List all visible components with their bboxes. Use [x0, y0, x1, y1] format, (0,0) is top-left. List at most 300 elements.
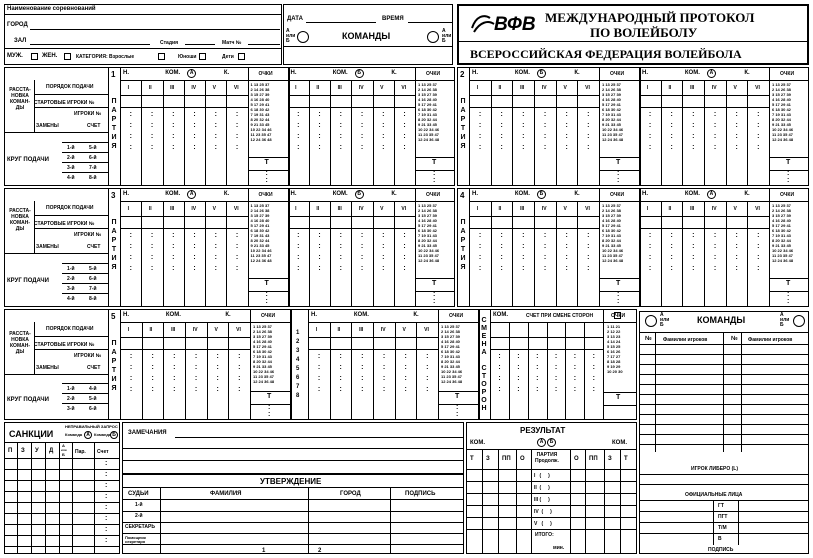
set1-right-entry[interactable]: :: [360, 144, 364, 151]
set1-right-entry[interactable]: :: [360, 133, 364, 140]
set2-left-entry[interactable]: :: [565, 111, 568, 118]
set2-left-entry[interactable]: :: [543, 122, 547, 129]
set4-right-entry[interactable]: :: [648, 254, 652, 261]
set5-left-entry[interactable]: :: [216, 386, 219, 393]
set4-right-entry[interactable]: :: [648, 243, 652, 250]
set2-right-entry[interactable]: :: [713, 122, 717, 129]
set5-mid-entry[interactable]: :: [382, 353, 386, 360]
set1-left-entry[interactable]: :: [214, 144, 217, 151]
team-player-row[interactable]: [639, 444, 809, 445]
set4-left-entry[interactable]: :: [543, 254, 547, 261]
set5-right-entry[interactable]: :: [517, 353, 520, 360]
set5-mid-entry[interactable]: :: [426, 375, 429, 382]
set4-left-entry[interactable]: :: [587, 243, 590, 250]
set2-right-entry[interactable]: :: [713, 133, 717, 140]
set4-left-entry[interactable]: :: [565, 265, 568, 272]
set1-left-entry[interactable]: :: [150, 111, 154, 118]
set3-right-entry[interactable]: :: [403, 265, 406, 272]
set2-right-entry[interactable]: :: [648, 133, 652, 140]
set5-mid-entry[interactable]: :: [404, 375, 407, 382]
set2-left-entry[interactable]: :: [478, 133, 482, 140]
set5-right-entry[interactable]: :: [573, 353, 577, 360]
set5-left-entry[interactable]: :: [151, 364, 154, 371]
set4-right-entry[interactable]: :: [735, 265, 738, 272]
set4-right-entry[interactable]: :: [757, 243, 760, 250]
set4-right-points-grid[interactable]: [772, 203, 808, 263]
sanction-team-b-circle[interactable]: Б: [110, 431, 118, 439]
set1-left-entry[interactable]: :: [129, 144, 132, 151]
set4-right-timeout-a[interactable]: :: [787, 291, 790, 298]
set2-right-timeout-b[interactable]: :: [787, 177, 790, 184]
set1-left-entry[interactable]: :: [150, 122, 154, 129]
set4-right-entry[interactable]: :: [670, 243, 673, 250]
set5-left-entry[interactable]: :: [129, 386, 133, 393]
set1-left-entry[interactable]: :: [172, 122, 175, 129]
team-player-row[interactable]: [639, 354, 809, 355]
set2-right-entry[interactable]: :: [757, 133, 760, 140]
set5-mid-entry[interactable]: :: [382, 375, 386, 382]
set1-right-entry[interactable]: :: [360, 111, 364, 118]
set2-left-entry[interactable]: :: [543, 133, 547, 140]
set5-mid-entry[interactable]: :: [404, 353, 407, 360]
set1-left-timeout-b[interactable]: :: [265, 177, 268, 184]
set3-left-entry[interactable]: :: [129, 243, 132, 250]
set5-left-entry[interactable]: :: [238, 364, 241, 371]
set4-right-entry[interactable]: :: [735, 232, 738, 239]
set1-right-points-grid[interactable]: [418, 82, 454, 142]
set5-mid-timeout-a[interactable]: :: [456, 404, 459, 411]
set5-right-entry[interactable]: :: [498, 386, 501, 393]
set1-right-entry[interactable]: :: [339, 133, 342, 140]
set3-left-timeout-b[interactable]: :: [265, 298, 268, 305]
set4-left-entry[interactable]: :: [522, 243, 525, 250]
set3-right-entry[interactable]: :: [403, 232, 406, 239]
set3-left-entry[interactable]: :: [150, 232, 154, 239]
set1-left-entry[interactable]: :: [214, 122, 217, 129]
set5-left-entry[interactable]: :: [238, 353, 241, 360]
set4-right-entry[interactable]: :: [692, 254, 695, 261]
set2-right-entry[interactable]: :: [735, 122, 738, 129]
set4-right-entry[interactable]: :: [735, 243, 738, 250]
set5-mid-entry[interactable]: :: [426, 386, 429, 393]
set3-right-team-circle[interactable]: Б: [355, 190, 364, 199]
set2-right-entry[interactable]: :: [670, 122, 673, 129]
set3-left-entry[interactable]: :: [172, 232, 175, 239]
set5-right-entry[interactable]: :: [554, 353, 558, 360]
set2-right-points-grid[interactable]: [772, 82, 808, 142]
set2-right-entry[interactable]: :: [692, 111, 695, 118]
set1-right-entry[interactable]: :: [360, 122, 364, 129]
set3-left-entry[interactable]: :: [235, 243, 239, 250]
set3-right-timeout-b[interactable]: :: [433, 298, 436, 305]
team-left-circle[interactable]: [297, 31, 309, 43]
set4-right-entry[interactable]: :: [670, 254, 673, 261]
set4-right-entry[interactable]: :: [757, 254, 760, 261]
set4-left-entry[interactable]: :: [543, 265, 547, 272]
set2-left-entry[interactable]: :: [500, 111, 503, 118]
set1-left-entry[interactable]: :: [235, 144, 239, 151]
team-right-circle[interactable]: [427, 31, 439, 43]
set4-right-timeout-b[interactable]: :: [787, 298, 790, 305]
set1-left-entry[interactable]: :: [193, 122, 196, 129]
set4-left-entry[interactable]: :: [522, 232, 525, 239]
set2-right-entry[interactable]: :: [670, 133, 673, 140]
sanction-row[interactable]: [4, 535, 120, 536]
set2-left-entry[interactable]: :: [587, 122, 590, 129]
set4-left-entry[interactable]: :: [587, 265, 590, 272]
set5-mid-entry[interactable]: :: [361, 353, 364, 360]
set2-right-entry[interactable]: :: [670, 111, 673, 118]
set5-right-entry[interactable]: :: [592, 386, 595, 393]
set4-left-entry[interactable]: :: [478, 243, 482, 250]
set5-left-entry[interactable]: :: [173, 364, 176, 371]
set4-left-points-grid[interactable]: [602, 203, 638, 263]
set5-mid-entry[interactable]: :: [404, 386, 407, 393]
set5-mid-entry[interactable]: :: [317, 364, 321, 371]
set4-right-entry[interactable]: :: [670, 232, 673, 239]
set1-left-entry[interactable]: :: [193, 144, 196, 151]
set3-right-entry[interactable]: :: [318, 254, 321, 261]
set3-left-points-grid[interactable]: [251, 203, 287, 263]
set4-left-entry[interactable]: :: [543, 243, 547, 250]
set5-mid-entry[interactable]: :: [426, 364, 429, 371]
juniors-checkbox[interactable]: [199, 53, 206, 60]
set5-right-entry[interactable]: :: [498, 353, 501, 360]
team-player-row[interactable]: [639, 434, 809, 435]
set5-left-entry[interactable]: :: [194, 386, 198, 393]
adults-checkbox[interactable]: [158, 53, 165, 60]
team-player-row[interactable]: [639, 414, 809, 415]
set5-right-entry[interactable]: :: [554, 386, 558, 393]
set2-left-entry[interactable]: :: [587, 111, 590, 118]
set2-left-entry[interactable]: :: [522, 133, 525, 140]
set5-left-timeout-b[interactable]: :: [268, 411, 271, 418]
set1-right-team-circle[interactable]: Б: [355, 69, 364, 78]
set2-left-entry[interactable]: :: [565, 144, 568, 151]
set4-left-entry[interactable]: :: [543, 232, 547, 239]
set5-left-entry[interactable]: :: [194, 375, 198, 382]
set2-right-entry[interactable]: :: [735, 111, 738, 118]
set4-left-entry[interactable]: :: [587, 232, 590, 239]
set5-left-entry[interactable]: :: [194, 353, 198, 360]
set3-left-entry[interactable]: :: [193, 254, 196, 261]
set2-left-entry[interactable]: :: [543, 144, 547, 151]
set3-right-entry[interactable]: :: [382, 243, 385, 250]
set5-right-entry[interactable]: :: [498, 364, 501, 371]
set4-left-entry[interactable]: :: [500, 243, 503, 250]
set3-right-entry[interactable]: :: [382, 265, 385, 272]
sanction-row[interactable]: [4, 480, 120, 481]
set3-left-entry[interactable]: :: [129, 254, 132, 261]
set4-left-timeout-a[interactable]: :: [617, 291, 620, 298]
set4-left-entry[interactable]: :: [587, 254, 590, 261]
set3-right-entry[interactable]: :: [297, 232, 300, 239]
set3-left-timeout-a[interactable]: :: [265, 291, 268, 298]
set5-right-entry[interactable]: :: [536, 375, 539, 382]
set5-right-entry[interactable]: :: [517, 375, 520, 382]
set4-left-entry[interactable]: :: [500, 265, 503, 272]
set2-left-timeout-b[interactable]: :: [617, 177, 620, 184]
set5-mid-entry[interactable]: :: [317, 386, 321, 393]
set1-right-entry[interactable]: :: [318, 122, 321, 129]
set3-left-entry[interactable]: :: [150, 243, 154, 250]
set4-left-entry[interactable]: :: [478, 265, 482, 272]
set2-left-entry[interactable]: :: [587, 144, 590, 151]
set3-right-entry[interactable]: :: [339, 254, 342, 261]
set1-left-team-circle[interactable]: А: [187, 69, 196, 78]
set2-right-entry[interactable]: :: [692, 133, 695, 140]
set2-left-entry[interactable]: :: [522, 111, 525, 118]
set3-left-entry[interactable]: :: [129, 265, 132, 272]
set3-left-entry[interactable]: :: [129, 232, 132, 239]
set5-right-points-grid[interactable]: [607, 324, 623, 374]
set5-right-entry[interactable]: :: [554, 375, 558, 382]
set1-left-entry[interactable]: :: [214, 133, 217, 140]
set4-right-entry[interactable]: :: [692, 243, 695, 250]
set5-mid-entry[interactable]: :: [339, 386, 342, 393]
set1-left-entry[interactable]: :: [214, 111, 217, 118]
set3-left-entry[interactable]: :: [235, 265, 239, 272]
set3-right-entry[interactable]: :: [297, 265, 300, 272]
set5-left-entry[interactable]: :: [238, 375, 241, 382]
set5-right-entry[interactable]: :: [592, 375, 595, 382]
set2-right-entry[interactable]: :: [648, 122, 652, 129]
set4-right-entry[interactable]: :: [648, 265, 652, 272]
set3-right-entry[interactable]: :: [339, 243, 342, 250]
set1-right-entry[interactable]: :: [403, 111, 406, 118]
set4-right-entry[interactable]: :: [692, 265, 695, 272]
set2-right-entry[interactable]: :: [648, 144, 652, 151]
set4-left-entry[interactable]: :: [478, 232, 482, 239]
set1-left-entry[interactable]: :: [235, 111, 239, 118]
sanction-row[interactable]: [4, 469, 120, 470]
set4-left-entry[interactable]: :: [522, 265, 525, 272]
male-checkbox[interactable]: [31, 53, 38, 60]
set5-right-entry[interactable]: :: [517, 364, 520, 371]
set2-right-entry[interactable]: :: [713, 111, 717, 118]
sanction-row[interactable]: [4, 546, 120, 547]
set1-right-entry[interactable]: :: [318, 144, 321, 151]
set3-right-entry[interactable]: :: [360, 254, 364, 261]
set1-left-timeout-a[interactable]: :: [265, 170, 268, 177]
set5-mid-entry[interactable]: :: [317, 353, 321, 360]
set4-right-entry[interactable]: :: [648, 232, 652, 239]
set3-left-team-circle[interactable]: А: [187, 190, 196, 199]
set3-left-entry[interactable]: :: [172, 243, 175, 250]
set5-left-entry[interactable]: :: [173, 353, 176, 360]
set4-left-entry[interactable]: :: [565, 232, 568, 239]
set1-left-entry[interactable]: :: [193, 133, 196, 140]
set5-left-entry[interactable]: :: [173, 375, 176, 382]
set4-right-entry[interactable]: :: [757, 232, 760, 239]
set3-left-entry[interactable]: :: [214, 265, 217, 272]
set1-left-entry[interactable]: :: [129, 133, 132, 140]
set1-right-timeout-a[interactable]: :: [433, 170, 436, 177]
set2-left-team-circle[interactable]: Б: [537, 69, 546, 78]
set3-right-entry[interactable]: :: [297, 254, 300, 261]
teams-panel-right-circle[interactable]: [793, 315, 805, 327]
set5-left-entry[interactable]: :: [194, 364, 198, 371]
team-player-row[interactable]: [639, 404, 809, 405]
set5-right-entry[interactable]: :: [498, 375, 501, 382]
set4-right-entry[interactable]: :: [713, 232, 717, 239]
set3-right-entry[interactable]: :: [382, 232, 385, 239]
set5-left-points-grid[interactable]: [253, 324, 289, 384]
set1-right-entry[interactable]: :: [382, 122, 385, 129]
set1-left-entry[interactable]: :: [129, 111, 132, 118]
set2-left-entry[interactable]: :: [587, 133, 590, 140]
set4-left-entry[interactable]: :: [565, 243, 568, 250]
set2-right-entry[interactable]: :: [692, 144, 695, 151]
set4-left-entry[interactable]: :: [478, 254, 482, 261]
set5-right-entry[interactable]: :: [573, 364, 577, 371]
set3-right-entry[interactable]: :: [360, 232, 364, 239]
set1-right-entry[interactable]: :: [297, 144, 300, 151]
set5-left-entry[interactable]: :: [129, 375, 133, 382]
set1-right-entry[interactable]: :: [339, 122, 342, 129]
sanction-row[interactable]: [4, 524, 120, 525]
set2-right-entry[interactable]: :: [648, 111, 652, 118]
set3-left-entry[interactable]: :: [193, 232, 196, 239]
set1-left-entry[interactable]: :: [193, 111, 196, 118]
set4-left-team-circle[interactable]: Б: [537, 190, 546, 199]
set3-left-entry[interactable]: :: [193, 265, 196, 272]
set5-left-entry[interactable]: :: [129, 364, 133, 371]
set2-right-team-circle[interactable]: А: [707, 69, 716, 78]
set2-right-timeout-a[interactable]: :: [787, 170, 790, 177]
set4-right-entry[interactable]: :: [713, 243, 717, 250]
set4-left-entry[interactable]: :: [500, 232, 503, 239]
sanction-row[interactable]: [4, 491, 120, 492]
set5-right-entry[interactable]: :: [592, 353, 595, 360]
set5-mid-timeout-b[interactable]: :: [456, 411, 459, 418]
set2-left-entry[interactable]: :: [478, 111, 482, 118]
set5-left-entry[interactable]: :: [238, 386, 241, 393]
set3-right-entry[interactable]: :: [403, 243, 406, 250]
set1-right-entry[interactable]: :: [318, 133, 321, 140]
set5-left-entry[interactable]: :: [216, 353, 219, 360]
team-player-row[interactable]: [639, 364, 809, 365]
set3-left-entry[interactable]: :: [150, 265, 154, 272]
set3-right-entry[interactable]: :: [297, 243, 300, 250]
set5-right-entry[interactable]: :: [517, 386, 520, 393]
set2-left-entry[interactable]: :: [500, 144, 503, 151]
set5-right-entry[interactable]: :: [573, 375, 577, 382]
set2-left-entry[interactable]: :: [500, 122, 503, 129]
set5-mid-entry[interactable]: :: [339, 364, 342, 371]
set5-mid-entry[interactable]: :: [361, 375, 364, 382]
team-player-row[interactable]: [639, 344, 809, 345]
set3-right-entry[interactable]: :: [318, 265, 321, 272]
set3-left-entry[interactable]: :: [214, 254, 217, 261]
set3-right-timeout-a[interactable]: :: [433, 291, 436, 298]
set3-right-entry[interactable]: :: [403, 254, 406, 261]
set1-left-entry[interactable]: :: [235, 122, 239, 129]
set5-mid-entry[interactable]: :: [382, 364, 386, 371]
set3-right-entry[interactable]: :: [318, 232, 321, 239]
set5-left-entry[interactable]: :: [151, 386, 154, 393]
result-a-circle[interactable]: А: [537, 438, 546, 447]
set2-left-timeout-a[interactable]: :: [617, 170, 620, 177]
set2-right-entry[interactable]: :: [757, 111, 760, 118]
set2-left-entry[interactable]: :: [565, 133, 568, 140]
set5-mid-entry[interactable]: :: [317, 375, 321, 382]
set2-right-entry[interactable]: :: [735, 144, 738, 151]
set1-right-entry[interactable]: :: [339, 144, 342, 151]
set2-left-entry[interactable]: :: [478, 122, 482, 129]
set5-left-entry[interactable]: :: [151, 375, 154, 382]
set1-left-points-grid[interactable]: [251, 82, 287, 142]
set1-right-timeout-b[interactable]: :: [433, 177, 436, 184]
set5-right-entry[interactable]: :: [536, 386, 539, 393]
set5-right-entry[interactable]: :: [536, 364, 539, 371]
set4-right-team-circle[interactable]: А: [707, 190, 716, 199]
set3-right-entry[interactable]: :: [339, 265, 342, 272]
set1-right-entry[interactable]: :: [382, 144, 385, 151]
set4-left-timeout-b[interactable]: :: [617, 298, 620, 305]
set4-left-entry[interactable]: :: [522, 254, 525, 261]
set2-right-entry[interactable]: :: [670, 144, 673, 151]
set1-right-entry[interactable]: :: [382, 133, 385, 140]
set5-left-entry[interactable]: :: [216, 364, 219, 371]
set5-mid-entry[interactable]: :: [339, 353, 342, 360]
set5-mid-entry[interactable]: :: [426, 353, 429, 360]
set3-left-entry[interactable]: :: [235, 232, 239, 239]
set3-left-entry[interactable]: :: [214, 243, 217, 250]
set5-mid-points-grid[interactable]: [441, 324, 477, 384]
set1-right-entry[interactable]: :: [318, 111, 321, 118]
set3-right-entry[interactable]: :: [360, 265, 364, 272]
team-player-row[interactable]: [639, 424, 809, 425]
set2-left-entry[interactable]: :: [500, 133, 503, 140]
set4-right-entry[interactable]: :: [713, 265, 717, 272]
set4-right-entry[interactable]: :: [713, 254, 717, 261]
set5-left-entry[interactable]: :: [151, 353, 154, 360]
set4-left-entry[interactable]: :: [565, 254, 568, 261]
set2-right-entry[interactable]: :: [757, 144, 760, 151]
set3-right-points-grid[interactable]: [418, 203, 454, 263]
set2-left-points-grid[interactable]: [602, 82, 638, 142]
set2-left-entry[interactable]: :: [478, 144, 482, 151]
set1-right-entry[interactable]: :: [339, 111, 342, 118]
set4-right-entry[interactable]: :: [692, 232, 695, 239]
set5-mid-entry[interactable]: :: [361, 364, 364, 371]
set5-left-entry[interactable]: :: [173, 386, 176, 393]
set1-left-entry[interactable]: :: [172, 144, 175, 151]
set3-right-entry[interactable]: :: [339, 232, 342, 239]
teams-panel-left-circle[interactable]: [645, 315, 657, 327]
set1-right-entry[interactable]: :: [297, 122, 300, 129]
set4-right-entry[interactable]: :: [735, 254, 738, 261]
set4-right-entry[interactable]: :: [757, 265, 760, 272]
set3-left-entry[interactable]: :: [172, 254, 175, 261]
set5-mid-entry[interactable]: :: [361, 386, 364, 393]
set3-left-entry[interactable]: :: [214, 232, 217, 239]
set2-right-entry[interactable]: :: [735, 133, 738, 140]
set5-right-entry[interactable]: :: [536, 353, 539, 360]
set5-mid-entry[interactable]: :: [404, 364, 407, 371]
set2-left-entry[interactable]: :: [522, 144, 525, 151]
set1-left-entry[interactable]: :: [129, 122, 132, 129]
set1-right-entry[interactable]: :: [297, 111, 300, 118]
set3-left-entry[interactable]: :: [172, 265, 175, 272]
team-player-row[interactable]: [639, 394, 809, 395]
set1-right-entry[interactable]: :: [403, 144, 406, 151]
set1-left-entry[interactable]: :: [172, 111, 175, 118]
set1-right-entry[interactable]: :: [403, 122, 406, 129]
set4-right-entry[interactable]: :: [670, 265, 673, 272]
set2-right-entry[interactable]: :: [757, 122, 760, 129]
